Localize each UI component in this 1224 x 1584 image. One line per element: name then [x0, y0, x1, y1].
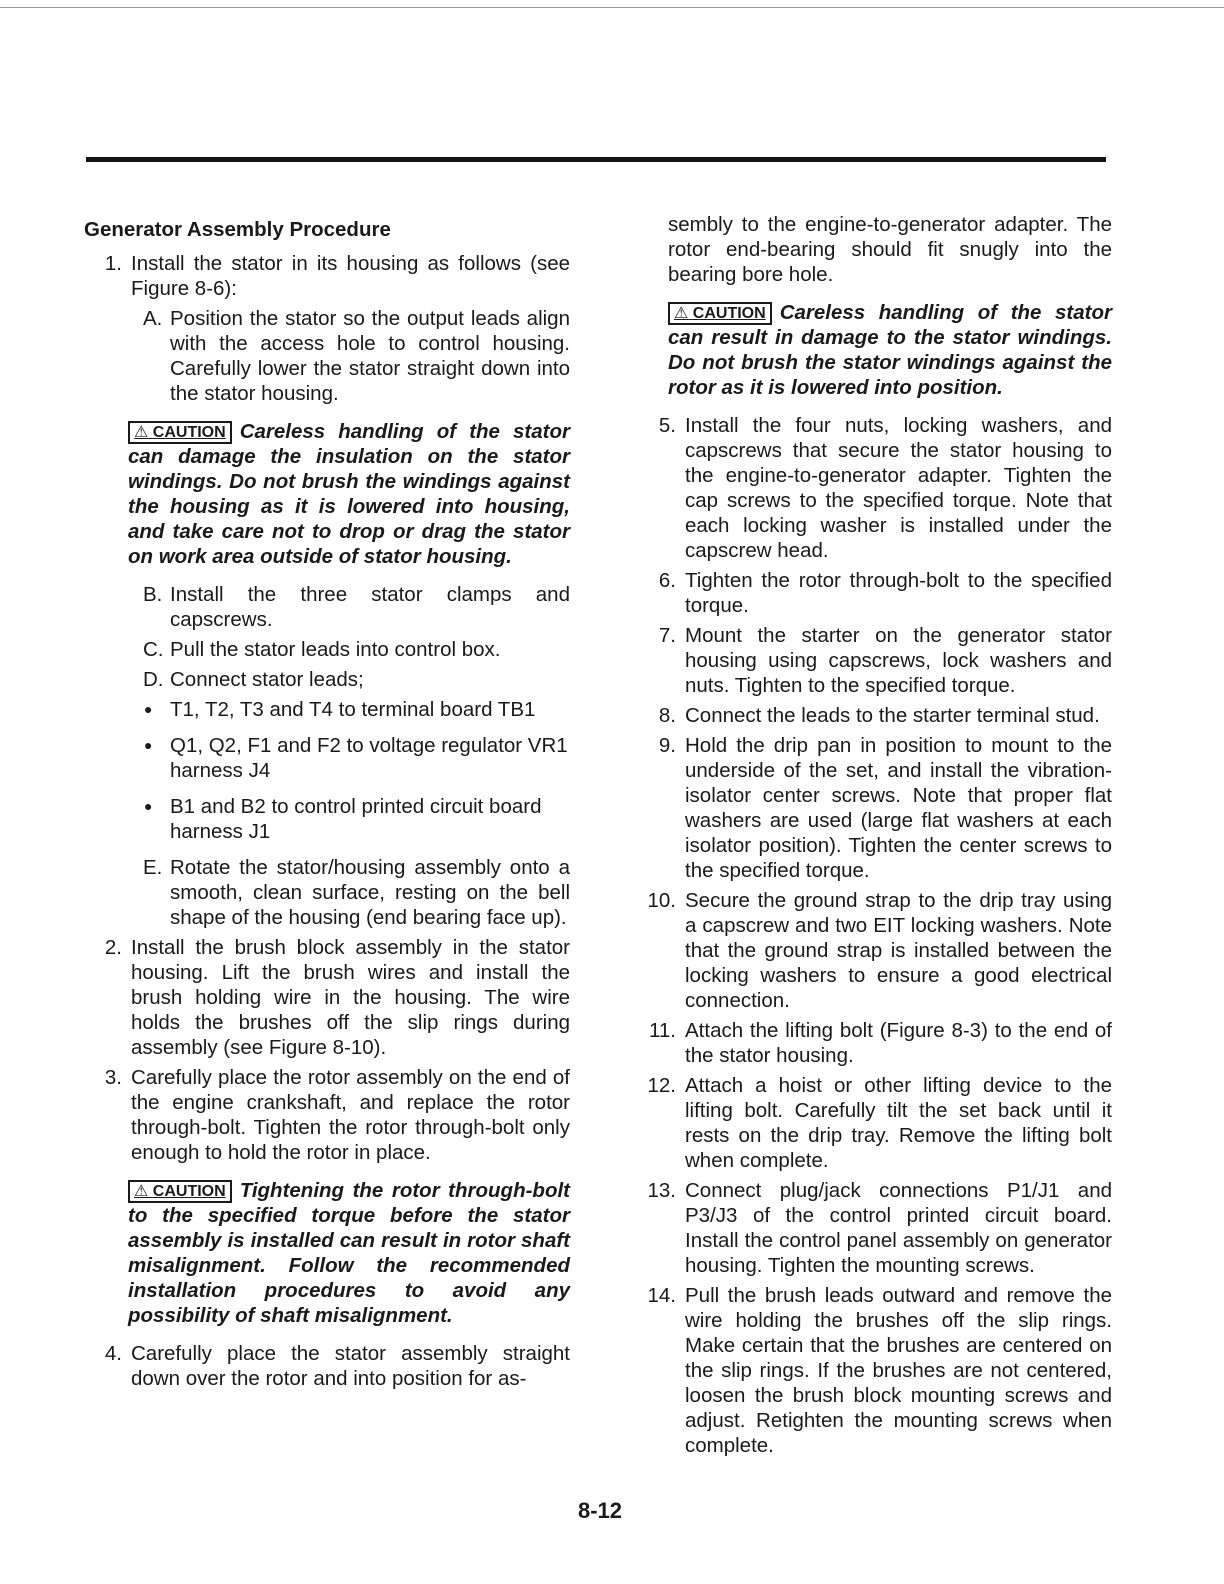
step-number: 11. [649, 1019, 676, 1042]
left-column [84, 212, 570, 1396]
caution-note [668, 300, 1112, 400]
caution-text: Careless handling of the stator can result in damage to the stator windings. Do not brush the stator windings against the rotor as it is lowered into position. [668, 301, 1112, 399]
step-number: 14. [647, 1284, 676, 1307]
warning-triangle-icon: ⚠ [134, 424, 149, 441]
step-1e [84, 855, 570, 930]
step-number: 6. [658, 569, 676, 592]
section-title: Generator Assembly Procedure [84, 218, 391, 241]
step-text: Attach a hoist or other lifting device to the lifting bolt. Carefully tilt the set back until it rests on the drip tray. Remove the lifting bolt when complete. [685, 1074, 1112, 1172]
bullet-text: B1 and B2 to control printed circuit board harness J1 [170, 795, 542, 843]
bullet-icon: ● [144, 798, 153, 814]
step-text: Pull the brush leads outward and remove the wire holding the brushes off the slip rings. Make certain that the brushes are centered on the slip rings. If the brushes are not centered, loosen the brush block mounting screws and adjust. Retighten the mounting screws when complete. [685, 1284, 1112, 1457]
step-4-continued: sembly to the engine-to-generator adapter. The rotor end-bearing should fit snugly into the bearing bore hole. [668, 213, 1112, 286]
step-number: 4. [104, 1342, 122, 1365]
caution-badge [128, 1180, 232, 1203]
step-8 [638, 703, 1112, 728]
substep-text: Install the three stator clamps and capscrews. [170, 583, 570, 631]
step-text: Secure the ground strap to the drip tray using a capscrew and two EIT locking washers. Note that the ground strap is installed between the locking washers to ensure a good electrical connection. [685, 889, 1112, 1012]
bullet-icon: ● [144, 701, 153, 717]
caution-note [128, 1178, 570, 1328]
step-2 [84, 935, 570, 1060]
step-number: 9. [658, 734, 676, 757]
step-7 [638, 623, 1112, 698]
substep-letter: C. [143, 638, 164, 661]
step-text: Connect plug/jack connections P1/J1 and P3/J3 of the control printed circuit board. Install the control panel assembly on generator housing. Tighten the mounting screws. [685, 1179, 1112, 1277]
caution-badge [668, 302, 772, 325]
scan-edge-line [0, 7, 1224, 8]
step-number: 7. [658, 624, 676, 647]
substep-text: Rotate the stator/housing assembly onto a smooth, clean surface, resting on the bell shape of the housing (end bearing face up). [170, 856, 570, 929]
caution-label: CAUTION [692, 305, 766, 322]
step-number: 2. [104, 936, 122, 959]
step-number: 13. [647, 1179, 676, 1202]
step-3 [84, 1065, 570, 1165]
step-13 [638, 1178, 1112, 1278]
step-text: Install the brush block assembly in the stator housing. Lift the brush wires and install the brush holding wire in the housing. The wire holds the brushes off the slip rings during assembly (see Figure 8-10). [131, 936, 570, 1059]
substep-letter: E. [143, 856, 163, 879]
step-text: Tighten the rotor through-bolt to the specified torque. [685, 569, 1112, 617]
step-text: Hold the drip pan in position to mount to the underside of the set, and install the vibration-isolator center screws. Note that proper flat washers are used (large flat washers at each isolator position). Tighten the center screws to the specified torque. [685, 734, 1112, 882]
substep-letter: A. [143, 307, 163, 330]
step-1d [84, 667, 570, 692]
step-number: 8. [658, 704, 676, 727]
bullet-text: T1, T2, T3 and T4 to terminal board TB1 [170, 698, 536, 721]
step-6 [638, 568, 1112, 618]
step-4 [84, 1341, 570, 1391]
step-12 [638, 1073, 1112, 1173]
warning-triangle-icon: ⚠ [674, 305, 689, 322]
step-number: 3. [104, 1066, 122, 1089]
step-10 [638, 888, 1112, 1013]
step-text: Connect the leads to the starter terminal stud. [685, 704, 1100, 727]
substep-text: Position the stator so the output leads align with the access hole to control housing. Carefully lower the stator straight down into the stator housing. [170, 307, 570, 405]
step-number: 12. [647, 1074, 676, 1097]
step-14 [638, 1283, 1112, 1458]
header-rule [86, 157, 1106, 162]
step-text: Mount the starter on the generator stator housing using capscrews, lock washers and nuts. Tighten to the specified torque. [685, 624, 1112, 697]
step-1b [84, 582, 570, 632]
step-text: Attach the lifting bolt (Figure 8-3) to the end of the stator housing. [685, 1019, 1112, 1067]
substep-text: Connect stator leads; [170, 668, 364, 691]
step-11 [638, 1018, 1112, 1068]
step-5 [638, 413, 1112, 563]
caution-text: Tightening the rotor through-bolt to the specified torque before the stator assembly is installed can result in rotor shaft misalignment. Follow the recommended installation procedures to avoid any possibility of shaft misalignment. [128, 1179, 570, 1327]
right-column [638, 212, 1112, 1463]
step-text: Carefully place the rotor assembly on the end of the engine crankshaft, and replace the rotor through-bolt. Tighten the rotor through-bolt only enough to hold the rotor in place. [131, 1066, 570, 1164]
page-number: 8-12 [578, 1498, 623, 1523]
bullet-item [84, 697, 570, 722]
step-text: Carefully place the stator assembly straight down over the rotor and into position for as- [131, 1342, 570, 1390]
bullet-item [84, 794, 570, 844]
caution-badge [128, 421, 232, 444]
step-1a [84, 306, 570, 406]
warning-triangle-icon: ⚠ [134, 1183, 149, 1200]
step-number: 5. [658, 414, 676, 437]
caution-note [128, 419, 570, 569]
step-9 [638, 733, 1112, 883]
bullet-item [84, 733, 570, 783]
bullet-text: Q1, Q2, F1 and F2 to voltage regulator VR1 harness J4 [170, 734, 568, 782]
step-number: 10. [647, 889, 676, 912]
bullet-icon: ● [144, 737, 153, 753]
substep-letter: D. [143, 668, 164, 691]
caution-label: CAUTION [152, 1183, 226, 1200]
step-number: 1. [104, 252, 122, 275]
step-text: Install the stator in its housing as follows (see Figure 8-6): [131, 252, 570, 300]
step-1 [84, 251, 570, 301]
substep-letter: B. [143, 583, 163, 606]
caution-text: Careless handling of the stator can damage the insulation on the stator windings. Do not brush the windings against the housing as it is lowered into housing, and take care not to drop or drag the stator on work area outside of stator housing. [128, 420, 570, 568]
step-1c [84, 637, 570, 662]
caution-label: CAUTION [152, 424, 226, 441]
step-text: Install the four nuts, locking washers, and capscrews that secure the stator housing to the engine-to-generator adapter. Tighten the cap screws to the specified torque. Note that each locking washer is installed under the capscrew head. [685, 414, 1112, 562]
substep-text: Pull the stator leads into control box. [170, 638, 501, 661]
